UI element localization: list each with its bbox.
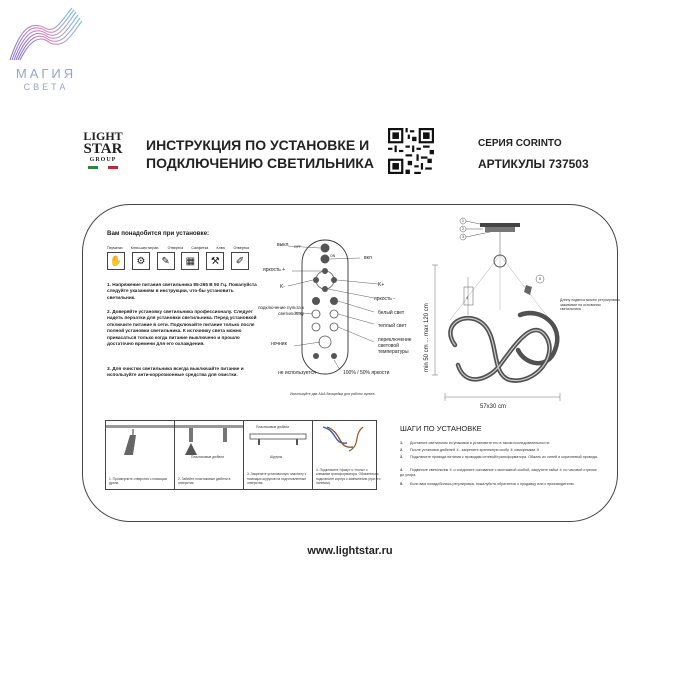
watermark-text-sub: СВЕТА	[23, 82, 69, 92]
safety-paragraph-3: 3. Для очистки светильника всегда выключайте питание и используйте анти-коррозионные средства для очистки.	[107, 366, 244, 378]
wiring-icon	[313, 421, 381, 461]
install-panel-2	[175, 421, 244, 489]
watermark-text-main: МАГИЯ	[15, 66, 77, 81]
logo-line-1: LIGHT	[83, 129, 123, 143]
step-number: 4.	[400, 468, 404, 472]
italian-flag-icon	[88, 166, 118, 169]
lamp-adjust-note: Длину подвеса можно регулировать зажимами на основании светильника	[560, 298, 621, 312]
tool-label: Перчатки	[107, 246, 123, 250]
series-label: СЕРИЯ CORINTO	[478, 138, 562, 149]
drill-icon	[106, 421, 174, 461]
tools-needed-title: Вам понадобится при установке:	[107, 230, 210, 237]
qr-code-icon	[388, 128, 434, 174]
watermark-logo	[0, 0, 90, 100]
safety-paragraph-2: 2. Доверяйте установку светильника профессионалу. Следует надеть перчатки для установки светильника. Перед установкой отключите питание в сети. Подключайте питание только после полной установки светильника. К источнику света можно прикасаться только когда питание выключено и прошло достаточно времени для его охлаждения.	[107, 309, 257, 347]
step-number: 2.	[400, 448, 404, 452]
document-title	[146, 136, 374, 172]
logo-line-3: GROUP	[89, 157, 117, 163]
logo-line-2: STAR	[83, 141, 123, 157]
step-number: 5.	[400, 482, 404, 486]
remote-label-on: вкл	[364, 255, 372, 261]
remote-label-k-plus: K+	[378, 282, 385, 288]
install-panel-4	[313, 421, 381, 489]
install-panel-caption: 4. Подключите «фазу» и «ноль» к клеммам трансформатора. Обязательно подключите корпус к заземлению (при его наличии).	[316, 468, 381, 485]
battery-note: Используйте две ААА батарейки для работы пульта	[290, 392, 375, 396]
install-panel-caption: 1. Просверлите отверстия с помощью дрели.	[109, 476, 168, 485]
remote-label-unused: не используется	[278, 370, 316, 376]
title-line-1: ИНСТРУКЦИЯ ПО УСТАНОВКЕ И	[146, 137, 370, 153]
remote-label-white: белый свет	[378, 310, 405, 316]
install-panel-caption: 2. Забейте пластиковые дюбели в отверстия.	[178, 476, 231, 485]
step-row	[400, 441, 600, 446]
remote-label-warm: теплый свет	[378, 323, 407, 329]
step-text: Если вам понадобилась регулировка, пожалуйста обратитесь к продавцу или к производителю.	[410, 482, 575, 486]
remote-btn-off: OFF	[294, 245, 301, 249]
cloth-icon: ▦	[181, 252, 199, 270]
step-text: Достаньте светильник из упаковки и установите его в таком последовательности:	[410, 441, 550, 445]
tool-label: Отвертка	[167, 246, 184, 250]
callout-4: 4	[466, 295, 469, 300]
lamp-diagram	[420, 215, 610, 415]
hex-key-icon: ⚙	[132, 252, 150, 270]
dowel-label-2: Пластиковые дюбели	[256, 425, 290, 429]
tool-label: Ключ-шестигран.	[130, 246, 160, 250]
gloves-icon: ✋	[107, 252, 125, 270]
website-url[interactable]: www.lightstar.ru	[307, 545, 393, 557]
tool-labels	[107, 246, 249, 250]
step-number: 1.	[400, 441, 404, 445]
remote-label-percent: 100% / 50% яркости	[343, 370, 390, 376]
install-panel-caption: 3. Закрепите установочную пластину с помощью шурупов на подготовленные отверстия.	[247, 472, 307, 485]
width-dimension: 57x30 cm	[480, 404, 507, 410]
remote-label-temperature: переключение световой температуры	[378, 337, 412, 355]
callout-3: 3	[462, 235, 464, 239]
safety-paragraph-1: 1. Напряжение питания светильника 85-265 В 50 Гц. Пожалуйста следуйте указаниям в инструкции, что-бы установить светильник.	[107, 282, 257, 300]
step-row	[400, 468, 600, 478]
tool-label: Ключ	[216, 246, 226, 250]
step-row	[400, 448, 600, 453]
remote-label-brightness-up: яркость +	[263, 267, 286, 273]
steps-title: ШАГИ ПО УСТАНОВКЕ	[400, 424, 482, 433]
driver-icon: ✐	[231, 252, 249, 270]
callout-5: 5	[539, 277, 541, 281]
watermark-ribbon-icon	[0, 0, 90, 70]
step-text: Подвесьте светильник ④ и соедините основание с монтажной скобой, закрутите гайки ⑤ по часовой стрелке до упора.	[400, 468, 597, 477]
step-number: 3.	[400, 455, 404, 459]
height-dimension: min 50 cm ... max 120 cm	[424, 303, 430, 372]
remote-label-pairing: подключение пульта к светильнику	[258, 305, 304, 316]
remote-btn-on: ON	[330, 254, 336, 258]
step-text: Подключите провода питания к проводам сетевой/трансформатора. Обжать их синей и коричневый провода.	[410, 455, 598, 459]
remote-label-brightness-down: яркость -	[374, 296, 395, 302]
lightstar-logo	[80, 130, 126, 180]
install-panel-1	[106, 421, 175, 489]
tool-icons	[107, 252, 249, 270]
dowel-label: Пластиковые дюбели	[191, 455, 225, 459]
install-panel-3	[244, 421, 313, 489]
installation-panels	[105, 420, 381, 490]
step-text: После установки дюбелей ①, закрепите крепежную скобу ② саморезами ③	[410, 448, 540, 452]
screws-label: Шурупы	[270, 455, 283, 459]
title-line-2: ПОДКЛЮЧЕНИЮ СВЕТИЛЬНИКА	[146, 155, 374, 171]
screwdriver-icon: ✎	[157, 252, 175, 270]
tool-label: Отвертка	[233, 246, 249, 250]
callout-1: 1	[462, 219, 464, 223]
remote-label-nightlight: ночник	[271, 341, 287, 347]
tool-label: Салфетка	[191, 246, 209, 250]
article-label: АРТИКУЛЫ 737503	[478, 157, 589, 171]
wrench-icon: ⚒	[206, 252, 224, 270]
callout-2: 2	[462, 227, 464, 231]
step-row	[400, 455, 600, 460]
step-row	[400, 482, 600, 487]
remote-label-off: выкл	[277, 242, 289, 248]
remote-label-k-minus: K-	[280, 284, 285, 290]
